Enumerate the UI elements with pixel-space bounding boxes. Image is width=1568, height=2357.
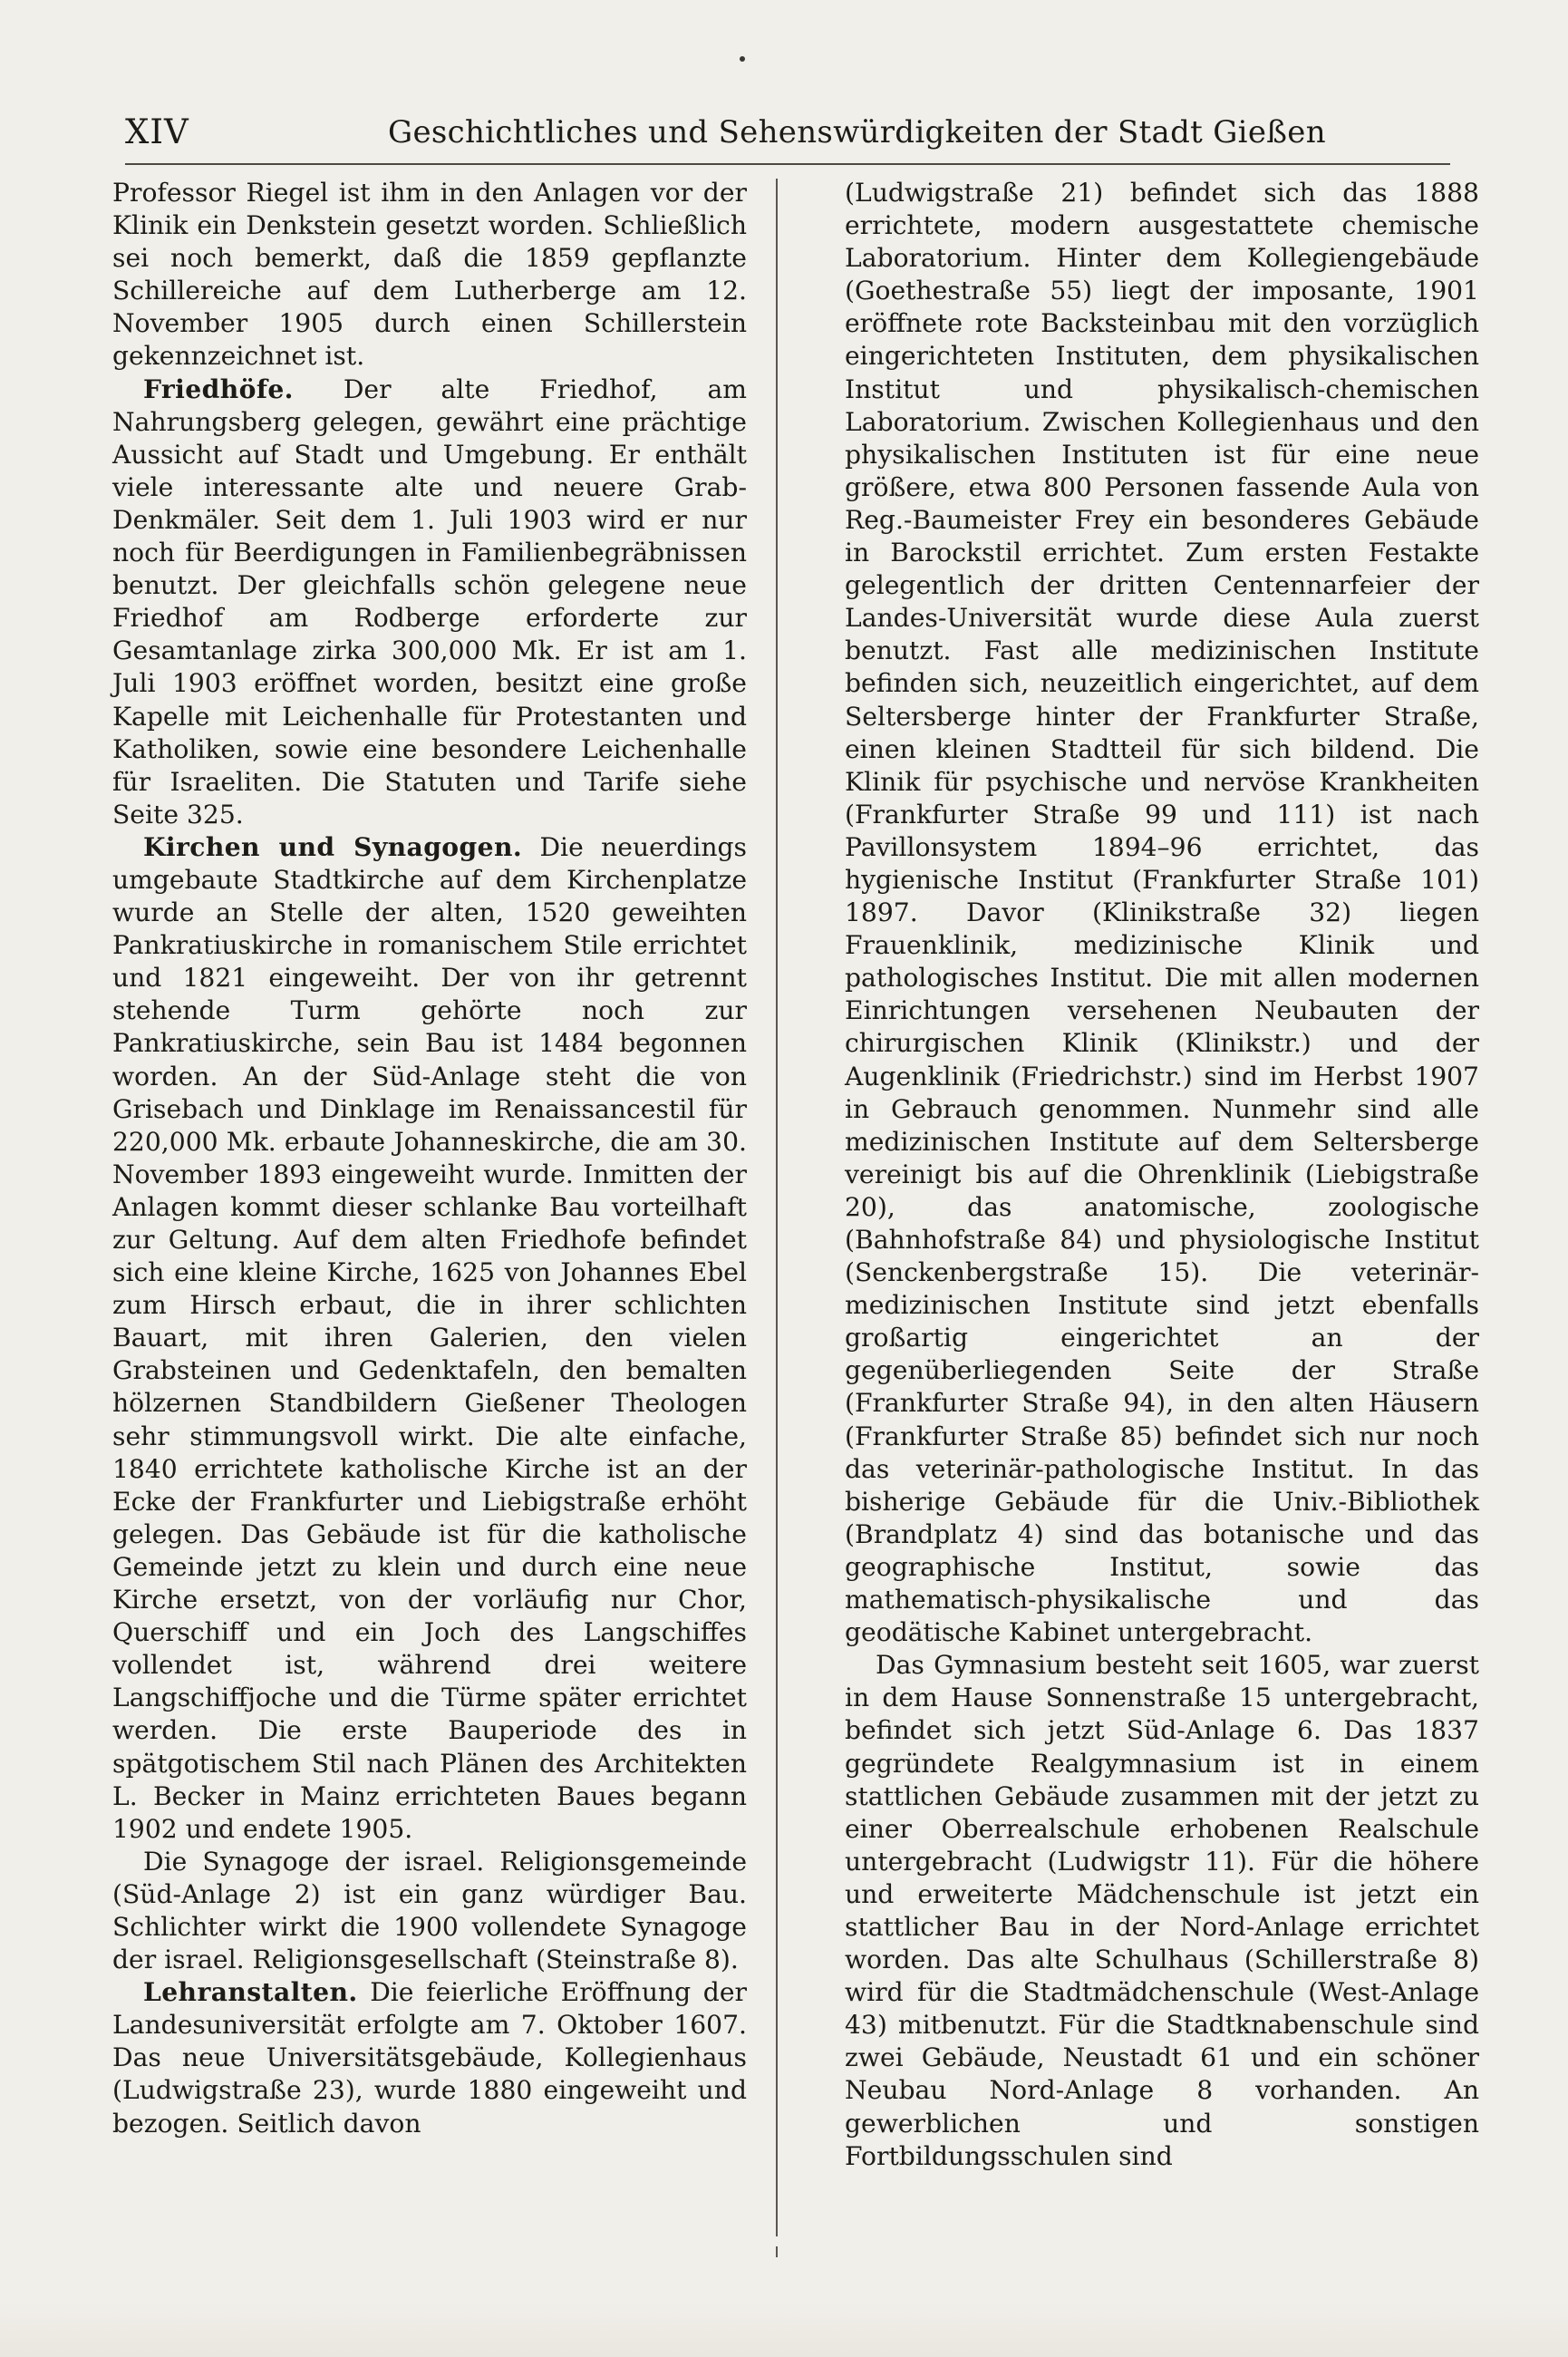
column-divider-stub [776, 2246, 778, 2257]
heading-lehranstalten: Lehranstalten. [143, 1977, 358, 2008]
running-title: Geschichtliches und Sehenswürdigkeiten der Stadt Gießen [388, 114, 1326, 150]
header-rule [125, 163, 1450, 165]
text-friedhoefe: Der alte Friedhof, am Nahrungsberg gelegen, gewährt eine prächtige Aussicht auf Stadt und Umgebung. Er enthält viele interessante alte und neuere Grab-Denkmäler. Seit dem 1. Juli 1903 wird er nur noch für Beerdigungen in Familienbegräbnissen benutzt. Der gleichfalls schön gelegene neue Friedhof am Rodberge erforderte zur Gesamtanlage zirka 300,000 Mk. Er ist am 1. Juli 1903 eröffnet worden, besitzt eine große Kapelle mit Leichenhalle für Protestanten und Katholiken, sowie eine besondere Leichenhalle für Israeliten. Die Statuten und Tarife siehe Seite 325. [112, 373, 747, 829]
paragraph-synagoge: Die Synagoge der israel. Religionsgemeinde (Süd-Anlage 2) ist ein ganz würdiger Bau. Schlichter wirkt die 1900 vollendete Synagoge der israel. Religionsgesellschaft (Steinstraße 8). [112, 1846, 747, 1975]
page-number: XIV [125, 112, 189, 151]
paragraph-lehranstalten [112, 1976, 747, 2139]
heading-friedhoefe: Friedhöfe. [143, 373, 294, 404]
paragraph-schulen: Das Gymnasium besteht seit 1605, war zuerst in dem Hause Sonnenstraße 15 untergebracht, befindet sich jetzt Süd-Anlage 6. Das 1837 gegründete Realgymnasium ist in einem stattlichen Gebäude zusammen mit der jetzt zu einer Oberrealschule erhobenen Realschule untergebracht (Ludwigstr 11). Für die höhere und erweiterte Mädchenschule ist jetzt ein stattlicher Bau in der Nord-Anlage errichtet worden. Das alte Schulhaus (Schillerstraße 8) wird für die Stadtmädchenschule (West-Anlage 43) mitbenutzt. Für die Stadtknabenschule sind zwei Gebäude, Neustadt 61 und ein schöner Neubau Nord-Anlage 8 vorhanden. An gewerblichen und sonstigen Fortbildungsschulen sind [845, 1650, 1479, 2171]
printer-dot [740, 56, 745, 62]
column-divider [776, 179, 778, 2236]
page-bottom-shadow [0, 2303, 1568, 2357]
left-column [112, 177, 747, 2140]
text-lehranstalten: Die feierliche Eröffnung der Landesuniversität erfolgte am 7. Oktober 1607. Das neue Universitätsgebäude, Kollegienhaus (Ludwigstraße 23), wurde 1880 eingeweiht und bezogen. Seitlich davon [112, 1977, 747, 2139]
right-column [845, 177, 1479, 2173]
text-kirchen: Die neuerdings umgebaute Stadtkirche auf dem Kirchenplatze wurde an Stelle der alten, 1520 geweihten Pankratiuskirche in romanischem Stile errichtet und 1821 eingeweiht. Der von ihr getrennt stehende Turm gehörte noch zur Pankratiuskirche, sein Bau ist 1484 begonnen worden. An der Süd-Anlage steht die von Grisebach und Dinklage im Renaissancestil für 220,000 Mk. erbaute Johanneskirche, die am 30. November 1893 eingeweiht wurde. Inmitten der Anlagen kommt dieser schlanke Bau vorteilhaft zur Geltung. Auf dem alten Friedhofe befindet sich eine kleine Kirche, 1625 von Johannes Ebel zum Hirsch erbaut, die in ihrer schlichten Bauart, mit ihren Galerien, den vielen Grabsteinen und Gedenktafeln, den bemalten hölzernen Standbildern Gießener Theologen sehr stimmungsvoll wirkt. Die alte einfache, 1840 errichtete katholische Kirche ist an der Ecke der Frankfurter und Liebigstraße erhöht gelegen. Das Gebäude ist für die katholische Gemeinde jetzt zu klein und durch eine neue Kirche ersetzt, von der vorläufig nur Chor, Querschiff und ein Joch des Langschiffes vollendet ist, während drei weitere Langschiffjoche und die Türme später errichtet werden. Die erste Bauperiode des in spätgotischem Stil nach Plänen des Architekten L. Becker in Mainz errichteten Baues begann 1902 und endete 1905. [112, 831, 747, 1844]
running-head [125, 107, 1448, 161]
paragraph-riegel: Professor Riegel ist ihm in den Anlagen vor der Klinik ein Denkstein gesetzt worden. Schließlich sei noch bemerkt, daß die 1859 gepflanzte Schillereiche auf dem Lutherberge am 12. November 1905 durch einen Schillerstein gekennzeichnet ist. [112, 178, 747, 372]
paragraph-kirchen [112, 831, 747, 1846]
heading-kirchen: Kirchen und Synagogen. [143, 831, 523, 862]
paragraph-friedhoefe [112, 373, 747, 831]
paragraph-institute: (Ludwigstraße 21) befindet sich das 1888 errichtete, modern ausgestattete chemische Laboratorium. Hinter dem Kollegiengebäude (Goethestraße 55) liegt der imposante, 1901 eröffnete rote Backsteinbau mit den vorzüglich eingerichteten Instituten, dem physikalischen Institut und physikalisch-chemischen Laboratorium. Zwischen Kollegienhaus und den physikalischen Instituten ist für eine neue größere, etwa 800 Personen fassende Aula von Reg.-Baumeister Frey ein besonderes Gebäude in Barockstil errichtet. Zum ersten Festakte gelegentlich der dritten Centennarfeier der Landes-Universität wurde diese Aula zuerst benutzt. Fast alle medizinischen Institute befinden sich, neuzeitlich eingerichtet, auf dem Seltersberge hinter der Frankfurter Straße, einen kleinen Stadtteil für sich bildend. Die Klinik für psychische und nervöse Krankheiten (Frankfurter Straße 99 und 111) ist nach Pavillonsystem 1894–96 errichtet, das hygienische Institut (Frankfurter Straße 101) 1897. Davor (Klinikstraße 32) liegen Frauenklinik, medizinische Klinik und pathologisches Institut. Die mit allen modernen Einrichtungen versehenen Neubauten der chirurgischen Klinik (Klinikstr.) und der Augenklinik (Friedrichstr.) sind im Herbst 1907 in Gebrauch genommen. Nunmehr sind alle medizinischen Institute auf dem Seltersberge vereinigt bis auf die Ohrenklinik (Liebigstraße 20), das anatomische, zoologische (Bahnhofstraße 84) und physiologische Institut (Senckenbergstraße 15). Die veterinär-medizinischen Institute sind jetzt ebenfalls großartig eingerichtet an der gegenüberliegenden Seite der Straße (Frankfurter Straße 94), in den alten Häusern (Frankfurter Straße 85) befindet sich nur noch das veterinär-pathologische Institut. In das bisherige Gebäude für die Univ.-Bibliothek (Brandplatz 4) sind das botanische und das geographische Institut, sowie das mathematisch-physikalische und das geodätische Kabinet untergebracht. [845, 178, 1479, 1648]
